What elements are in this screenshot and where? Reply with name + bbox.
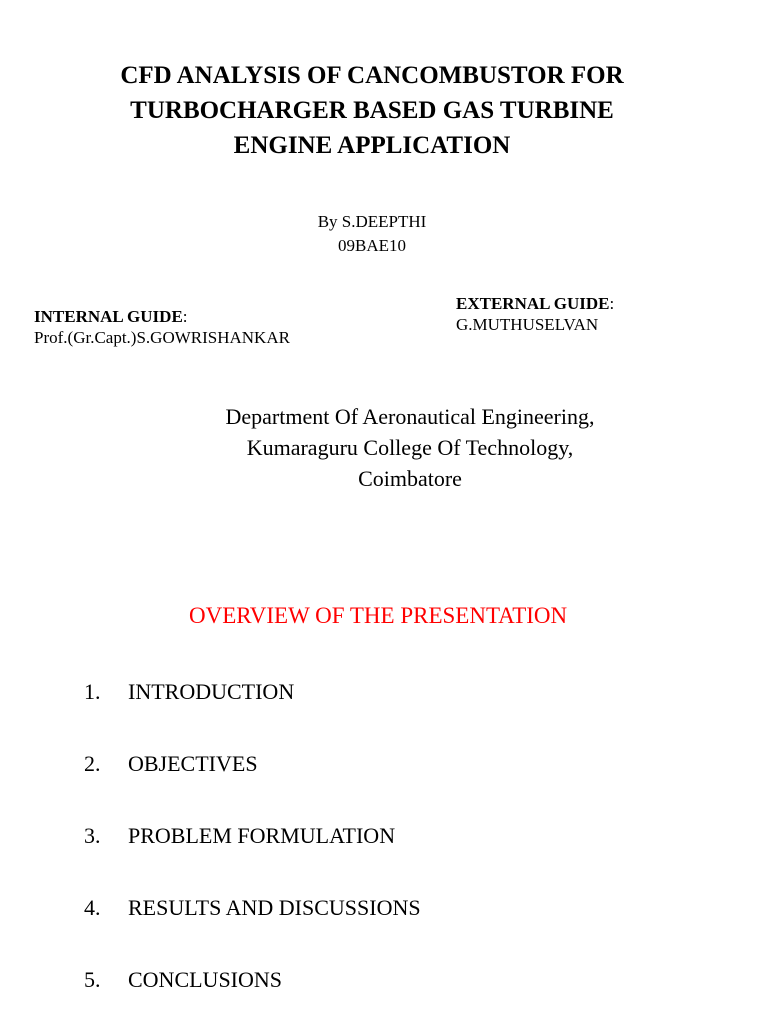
agenda-item-introduction [84, 676, 421, 748]
external-guide-colon: : [609, 294, 615, 313]
agenda-item-conclusions [84, 964, 421, 1036]
title-line-2: TURBOCHARGER BASED GAS TURBINE [130, 97, 614, 124]
external-guide-name: G.MUTHUSELVAN [456, 315, 599, 334]
author-block [0, 210, 744, 258]
internal-guide-heading-text: INTERNAL GUIDE [34, 307, 183, 326]
agenda-item-label: CONCLUSIONS [128, 967, 283, 992]
agenda-item-objectives [84, 748, 421, 820]
agenda-item-label: PROBLEM FORMULATION [128, 823, 396, 848]
agenda-item-results-and-discussions [84, 892, 421, 964]
agenda-item-label: OBJECTIVES [128, 751, 258, 776]
overview-heading: OVERVIEW OF THE PRESENTATION [189, 603, 568, 628]
agenda-item-number: 3. [84, 823, 101, 848]
external-guide-block [456, 293, 614, 335]
agenda-item-number: 5. [84, 967, 101, 992]
agenda-item-number: 1. [84, 679, 101, 704]
internal-guide-heading [34, 306, 290, 327]
internal-guide-name: Prof.(Gr.Capt.)S.GOWRISHANKAR [34, 328, 290, 347]
agenda-item-problem-formulation [84, 820, 421, 892]
internal-guide-colon: : [182, 307, 188, 326]
agenda-item-label: RESULTS AND DISCUSSIONS [128, 895, 421, 920]
title-line-1: CFD ANALYSIS OF CANCOMBUSTOR FOR [120, 62, 624, 89]
author-roll-number: 09BAE10 [338, 236, 406, 255]
department-line-2: Kumaraguru College Of Technology, [246, 435, 574, 460]
internal-guide-block [34, 306, 290, 348]
agenda-list [84, 676, 421, 1036]
agenda-item-number: 4. [84, 895, 101, 920]
document-title [0, 58, 744, 163]
external-guide-heading [456, 293, 614, 314]
department-line-1: Department Of Aeronautical Engineering, [225, 404, 595, 429]
title-line-3: ENGINE APPLICATION [233, 132, 511, 159]
external-guide-heading-text: EXTERNAL GUIDE [456, 294, 610, 313]
agenda-item-number: 2. [84, 751, 101, 776]
author-name: By S.DEEPTHI [317, 212, 427, 231]
department-line-3: Coimbatore [358, 466, 462, 491]
agenda-item-label: INTRODUCTION [128, 679, 295, 704]
department-block [0, 401, 768, 494]
